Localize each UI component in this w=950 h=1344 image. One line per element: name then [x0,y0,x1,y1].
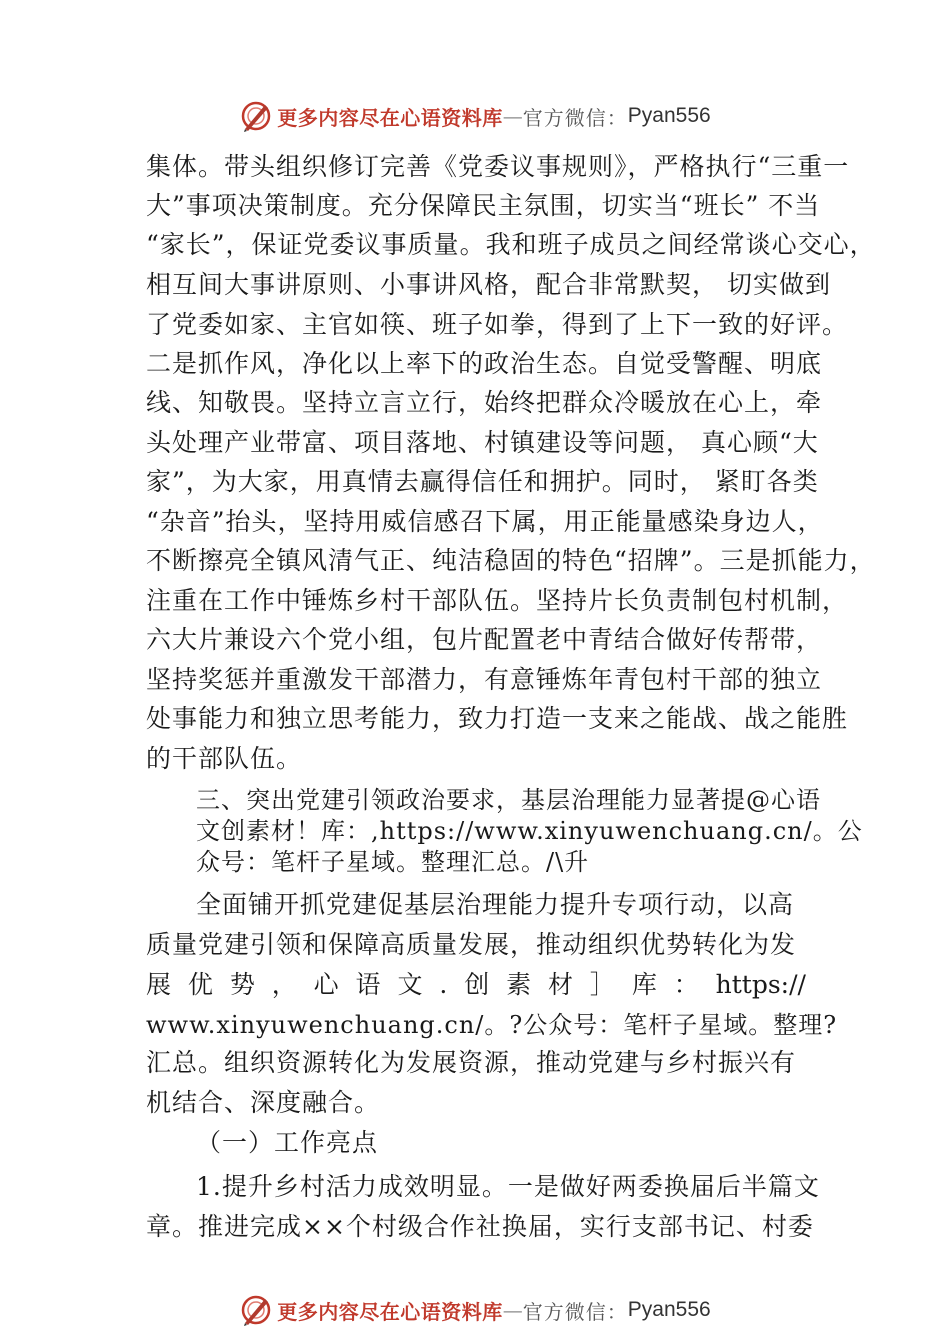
body-line: 了党委如家、主官如筷、班子如拳，得到了上下一致的好评。 [146,310,849,339]
spaced-char: ， [271,970,297,999]
pen-logo-icon [239,1293,273,1327]
body-line: 全面铺开抓党建促基层治理能力提升专项行动，以高 [196,890,795,919]
footer-banner [0,1290,950,1330]
body-line: 1.提升乡村活力成效明显。一是做好两委换届后半篇文 [196,1172,820,1201]
body-line: 六大片兼设六个党小组，包片配置老中青结合做好传帮带， [146,625,823,654]
body-line: 机结合、深度融合。 [146,1088,381,1117]
section-heading: 文创素材！库：,https://www.xinyuwenchuang.cn/。公 [196,817,863,845]
body-line: www.xinyuwenchuang.cn/。?公众号：笔杆子星域。整理? [146,1011,838,1039]
spaced-url: https:// [715,970,806,999]
spaced-char: 素 [506,970,532,999]
body-line: “家长”，保证党委议事质量。我和班子成员之间经常谈心交心， [146,230,876,259]
spaced-char: . [439,970,448,999]
spaced-char: ］ [589,970,615,999]
spaced-char: 创 [464,970,490,999]
body-line: 不断擦亮全镇风清气正、纯洁稳固的特色“招牌”。三是抓能力， [146,546,876,575]
body-line: 质量党建引领和保障高质量发展，推动组织优势转化为发 [146,930,797,959]
body-line: 二是抓作风，净化以上率下的政治生态。自觉受警醒、明底 [146,349,823,378]
spaced-char: 库 [631,970,657,999]
body-line: 集体。带头组织修订完善《党委议事规则》，严格执行“三重一 [146,152,850,181]
spaced-char: 展 [146,970,172,999]
spaced-char: 材 [548,970,574,999]
body-line: 相互间大事讲原则、小事讲风格，配合非常默契， 切实做到 [146,270,831,299]
body-line: 大”事项决策制度。充分保障民主氛围，切实当“班长” 不当 [146,191,821,220]
spaced-char: 语 [355,970,381,999]
spaced-body-line [146,970,806,1000]
footer-brand: 更多内容尽在心语资料库 [277,1299,503,1324]
body-line: 坚持奖惩并重激发干部潜力，有意锤炼年青包村干部的独立 [146,665,823,694]
body-line: 家”，为大家，用真情去赢得信任和拥护。同时， 紧盯各类 [146,467,819,496]
header-banner [0,96,950,136]
body-line: 线、知敬畏。坚持立言立行，始终把群众冷暖放在心上，牵 [146,388,823,417]
header-wechat-id: Pyan556 [627,104,711,127]
header-wechat-label: 官方微信： [522,105,628,130]
section-heading: 三、突出党建引领政治要求，基层治理能力显著提@心语 [196,786,821,814]
body-line: 汇总。组织资源转化为发展资源，推动党建与乡村振兴有 [146,1048,797,1077]
header-separator: — [502,104,523,128]
body-line: 注重在工作中锤炼乡村干部队伍。坚持片长负责制包村机制， [146,586,849,615]
spaced-char: 势 [229,970,255,999]
body-line: 处事能力和独立思考能力，致力打造一支来之能战、战之能胜 [146,704,849,733]
pen-logo-icon [239,99,273,133]
body-line: 的干部队伍。 [146,744,303,773]
body-line: 章。推进完成××个村级合作社换届，实行支部书记、村委 [146,1212,814,1241]
section-heading: 众号：笔杆子星域。整理汇总。/\升 [196,848,590,876]
spaced-char: 文 [397,970,423,999]
spaced-char: 心 [313,970,339,999]
spaced-char: 优 [187,970,213,999]
body-line: 头处理产业带富、项目落地、村镇建设等问题， 真心顾“大 [146,428,819,457]
body-line: “杂音”抬头，坚持用威信感召下属，用正能量感染身边人， [146,507,824,536]
footer-wechat-id: Pyan556 [627,1298,711,1321]
footer-separator: — [502,1298,523,1322]
spaced-char: ： [673,970,699,999]
header-brand: 更多内容尽在心语资料库 [277,105,503,130]
footer-wechat-label: 官方微信： [522,1299,628,1324]
subsection-heading: （一）工作亮点 [196,1128,379,1157]
